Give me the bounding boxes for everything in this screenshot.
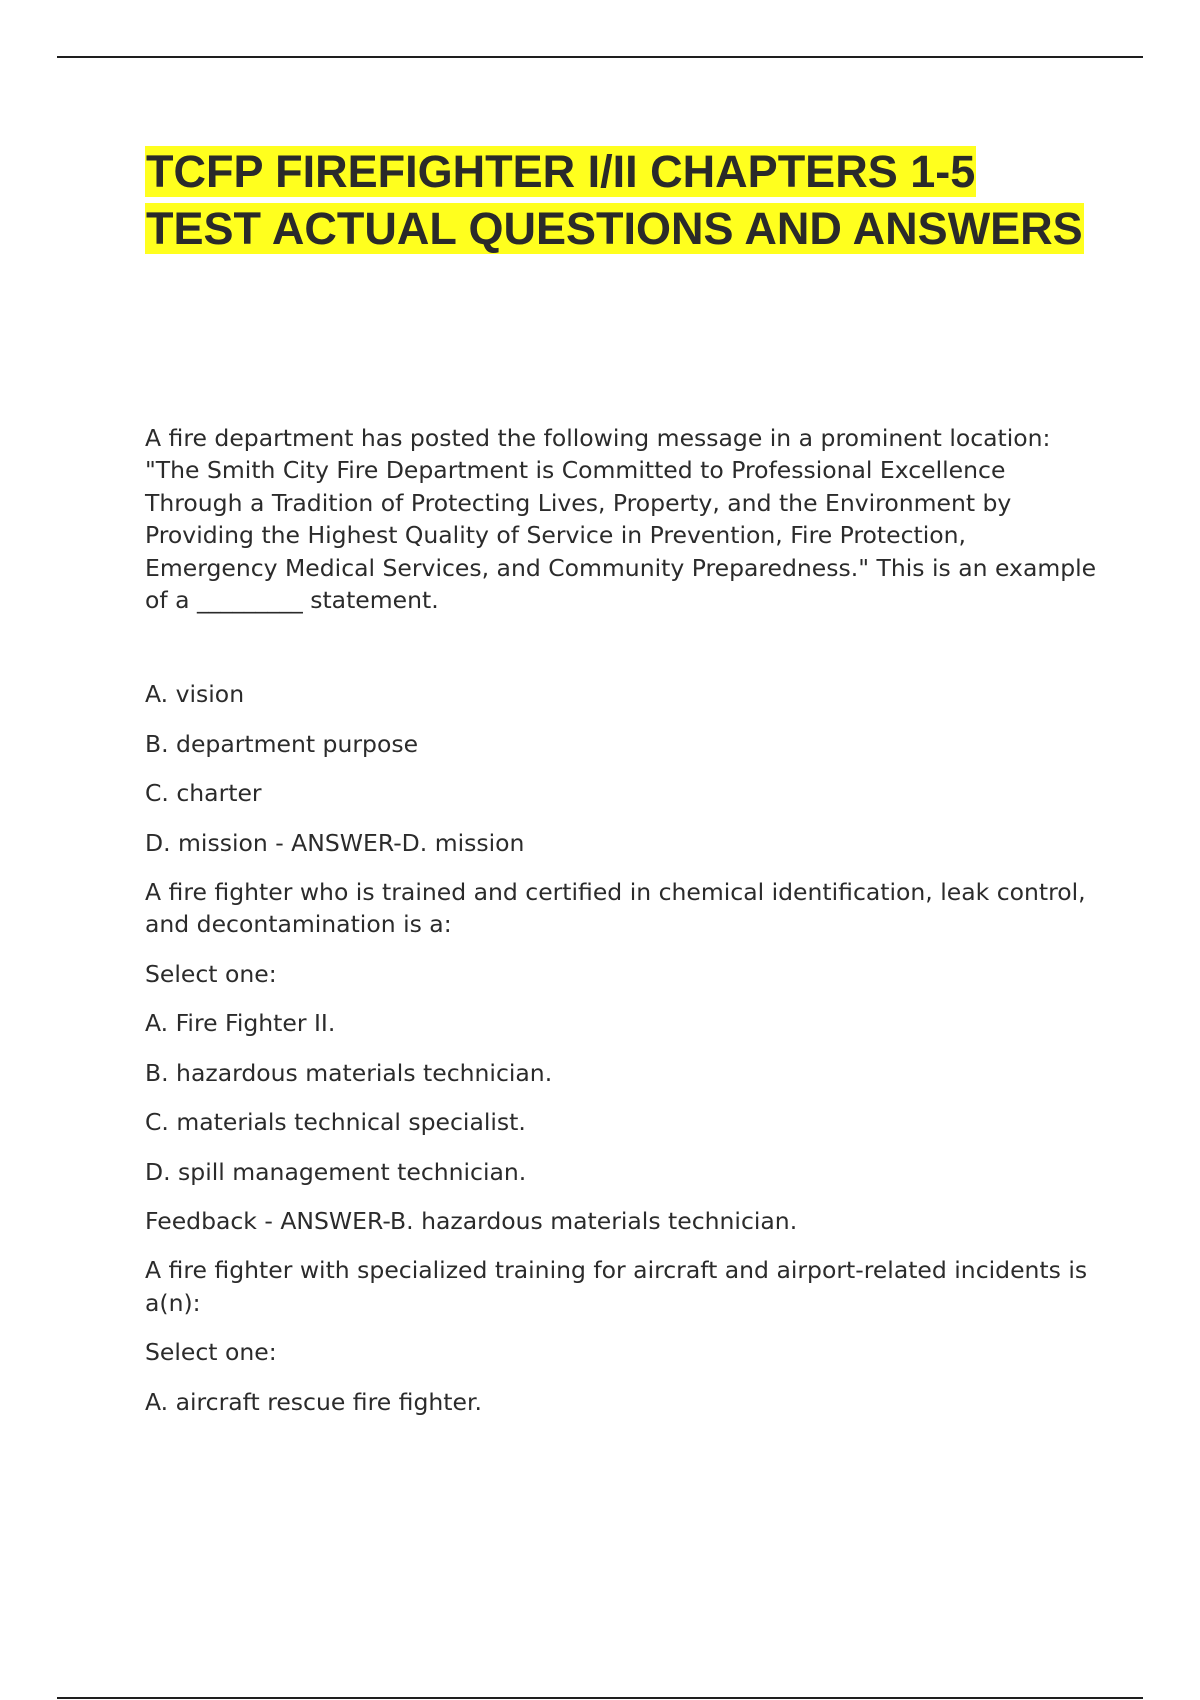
document-title (145, 144, 1085, 257)
select-prompt: Select one: (145, 1338, 277, 1367)
select-prompt: Select one: (145, 959, 277, 988)
answer-option: A. vision (145, 680, 245, 709)
answer-option: A. Fire Fighter II. (145, 1009, 336, 1038)
question-text: A fire fighter who is trained and certified in chemical identification, leak control, and decontamination is a: (145, 878, 1086, 939)
page-bottom-rule (57, 1697, 1143, 1699)
answer-option: D. spill management technician. (145, 1157, 527, 1186)
question-text: A fire department has posted the following message in a prominent location: "The Smith City Fire Department is Committed to Professional Excellence Through a Tradition of Protecting Lives, Property, and the Environment by Providing the Highest Quality of Service in Prevention, Fire Protection, Emergency Medical Services, and Community Preparedness." This is an example of a _________ statement. (145, 424, 1097, 615)
title-highlight: TCFP FIREFIGHTER I/II CHAPTERS 1-5 TEST ACTUAL QUESTIONS AND ANSWERS (146, 146, 1083, 254)
answer-option: D. mission - ANSWER-D. mission (145, 828, 525, 857)
document-body (145, 422, 1105, 1435)
answer-option: B. hazardous materials technician. (145, 1058, 553, 1087)
feedback-answer: Feedback - ANSWER-B. hazardous materials technician. (145, 1206, 798, 1235)
answer-option: A. aircraft rescue fire fighter. (145, 1387, 482, 1416)
answer-option: C. charter (145, 779, 262, 808)
answer-option: C. materials technical specialist. (145, 1108, 526, 1137)
page-top-rule (57, 56, 1143, 58)
answer-option: B. department purpose (145, 729, 419, 758)
question-text: A fire fighter with specialized training for aircraft and airport-related incidents is a(n): (145, 1256, 1088, 1317)
